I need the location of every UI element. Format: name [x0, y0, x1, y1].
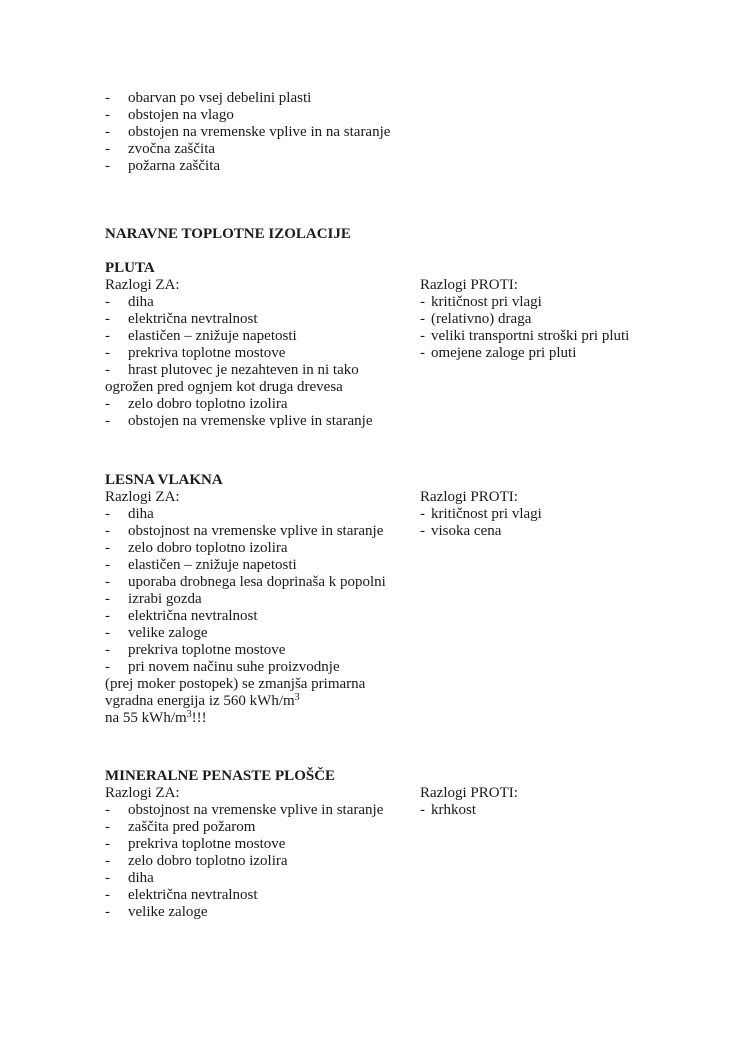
list-item-continuation: [105, 710, 420, 727]
dash-bullet: -: [105, 625, 110, 641]
dash-bullet: -: [105, 124, 110, 140]
section-columns: [105, 785, 655, 921]
dash-bullet: -: [105, 90, 110, 106]
list-item: [105, 141, 655, 158]
dash-bullet: -: [105, 540, 110, 556]
list-item-text: diha: [128, 870, 154, 886]
list-item: [105, 311, 420, 328]
list-item-text: zelo dobro toplotno izolira: [128, 540, 288, 556]
dash-bullet: -: [105, 413, 110, 429]
dash-bullet: -: [105, 802, 110, 818]
dash-bullet: -: [105, 523, 110, 539]
list-item: [105, 506, 420, 523]
list-item-text: zvočna zaščita: [128, 141, 216, 157]
dash-bullet: -: [105, 887, 110, 903]
superscript: 3: [294, 692, 300, 703]
list-item: [105, 887, 420, 904]
list-item-text: hrast plutovec je nezahteven in ni tako: [128, 362, 359, 378]
list-item-text: obarvan po vsej debelini plasti: [128, 90, 312, 106]
list-item-text: prekriva toplotne mostove: [128, 345, 286, 361]
list-item: [105, 574, 420, 591]
dash-bullet: -: [105, 158, 110, 174]
list-item: [105, 396, 420, 413]
dash-bullet: -: [105, 870, 110, 886]
dash-bullet: -: [105, 141, 110, 157]
list-item: [105, 819, 420, 836]
list-item-text: diha: [128, 506, 154, 522]
list-item-continuation: [105, 676, 420, 693]
list-item-text: uporaba drobnega lesa doprinaša k popolni: [128, 574, 386, 590]
list-item: [105, 608, 420, 625]
list-item: [105, 158, 655, 175]
dash-bullet: -: [105, 328, 110, 344]
dash-bullet: -: [105, 506, 110, 522]
section-lesna-vlakna: [105, 472, 655, 727]
dash-bullet: -: [105, 396, 110, 412]
list-item: [105, 904, 420, 921]
list-item: [105, 328, 420, 345]
dash-bullet: -: [420, 311, 425, 327]
section-mineralne-penaste-plosce: [105, 768, 655, 921]
list-item-text: (relativno) draga: [431, 311, 532, 327]
section-title: LESNA VLAKNA: [105, 472, 223, 488]
list-item-text: obstojnost na vremenske vplive in staranje: [128, 802, 384, 818]
dash-bullet: -: [105, 608, 110, 624]
list-item-text: kritičnost pri vlagi: [431, 294, 542, 310]
dash-bullet: -: [420, 802, 425, 818]
list-item-text: zelo dobro toplotno izolira: [128, 396, 288, 412]
list-item-text-after: !!!: [191, 710, 207, 726]
list-item: [420, 311, 655, 328]
column-proti: [420, 785, 655, 921]
column-za-label: Razlogi ZA:: [105, 277, 180, 293]
column-proti-label: Razlogi PROTI:: [420, 489, 518, 505]
section-pluta: [105, 260, 655, 430]
list-item: [105, 853, 420, 870]
list-item: [105, 345, 420, 362]
intro-list: [105, 90, 655, 175]
list-item: [420, 523, 655, 540]
list-item: [105, 557, 420, 574]
list-item-text: električna nevtralnost: [128, 887, 258, 903]
list-item: [420, 345, 655, 362]
main-heading: NARAVNE TOPLOTNE IZOLACIJE: [105, 226, 351, 242]
list-item: [105, 540, 420, 557]
list-item-text: vgradna energija iz 560 kWh/m: [105, 693, 295, 709]
list-item-text: zaščita pred požarom: [128, 819, 256, 835]
column-za: [105, 277, 420, 430]
dash-bullet: -: [105, 819, 110, 835]
list-item: [420, 506, 655, 523]
list-item-text: visoka cena: [431, 523, 502, 539]
list-item-text: ogrožen pred ognjem kot druga drevesa: [105, 379, 343, 395]
list-item: [420, 328, 655, 345]
column-za-label: Razlogi ZA:: [105, 785, 180, 801]
list-item-text: pri novem načinu suhe proizvodnje: [128, 659, 340, 675]
dash-bullet: -: [105, 345, 110, 361]
dash-bullet: -: [105, 362, 110, 378]
dash-bullet: -: [105, 557, 110, 573]
dash-bullet: -: [105, 853, 110, 869]
dash-bullet: -: [105, 591, 110, 607]
list-item: [105, 642, 420, 659]
list-item-text: veliki transportni stroški pri pluti: [431, 328, 630, 344]
column-za: [105, 785, 420, 921]
dash-bullet: -: [105, 311, 110, 327]
list-item-text: na 55 kWh/m: [105, 710, 187, 726]
dash-bullet: -: [105, 294, 110, 310]
column-proti-label: Razlogi PROTI:: [420, 785, 518, 801]
section-columns: [105, 277, 655, 430]
list-item-text: električna nevtralnost: [128, 311, 258, 327]
superscript: 3: [186, 709, 192, 720]
list-item-text: velike zaloge: [128, 904, 208, 920]
column-za: [105, 489, 420, 727]
list-item-text: omejene zaloge pri pluti: [431, 345, 577, 361]
list-item: [105, 413, 420, 430]
list-item-text: izrabi gozda: [128, 591, 202, 607]
list-item: [105, 294, 420, 311]
list-item-text: obstojen na vlago: [128, 107, 234, 123]
column-proti-label: Razlogi PROTI:: [420, 277, 518, 293]
list-item-text: električna nevtralnost: [128, 608, 258, 624]
list-item-text: diha: [128, 294, 154, 310]
dash-bullet: -: [105, 107, 110, 123]
list-item: [105, 124, 655, 141]
dash-bullet: -: [105, 904, 110, 920]
list-item: [105, 591, 420, 608]
dash-bullet: -: [420, 523, 425, 539]
column-proti: [420, 489, 655, 727]
dash-bullet: -: [105, 642, 110, 658]
dash-bullet: -: [420, 345, 425, 361]
list-item: [105, 870, 420, 887]
list-item-text: velike zaloge: [128, 625, 208, 641]
list-item-text: obstojen na vremenske vplive in na staranje: [128, 124, 391, 140]
list-item-text: požarna zaščita: [128, 158, 221, 174]
dash-bullet: -: [420, 294, 425, 310]
list-item: [105, 90, 655, 107]
column-za-label: Razlogi ZA:: [105, 489, 180, 505]
list-item: [105, 802, 420, 819]
list-item: [105, 625, 420, 642]
dash-bullet: -: [105, 574, 110, 590]
section-title: MINERALNE PENASTE PLOŠČE: [105, 768, 336, 784]
list-item-text: prekriva toplotne mostove: [128, 836, 286, 852]
list-item-text: obstojen na vremenske vplive in staranje: [128, 413, 373, 429]
list-item: [420, 802, 655, 819]
list-item-text: prekriva toplotne mostove: [128, 642, 286, 658]
list-item-text: obstojnost na vremenske vplive in staranje: [128, 523, 384, 539]
list-item: [105, 362, 420, 379]
list-item-text: (prej moker postopek) se zmanjša primarna: [105, 676, 366, 692]
list-item: [105, 523, 420, 540]
list-item-text: elastičen – znižuje napetosti: [128, 557, 297, 573]
dash-bullet: -: [420, 506, 425, 522]
dash-bullet: -: [420, 328, 425, 344]
column-proti: [420, 277, 655, 430]
list-item-text: zelo dobro toplotno izolira: [128, 853, 288, 869]
dash-bullet: -: [105, 836, 110, 852]
list-item-text: elastičen – znižuje napetosti: [128, 328, 297, 344]
dash-bullet: -: [105, 659, 110, 675]
section-columns: [105, 489, 655, 727]
list-item: [105, 659, 420, 676]
list-item-text: krhkost: [431, 802, 476, 818]
list-item: [105, 107, 655, 124]
list-item: [420, 294, 655, 311]
section-title: PLUTA: [105, 260, 155, 276]
list-item-continuation: [105, 693, 420, 710]
list-item-text: kritičnost pri vlagi: [431, 506, 542, 522]
list-item-continuation: [105, 379, 420, 396]
list-item: [105, 836, 420, 853]
